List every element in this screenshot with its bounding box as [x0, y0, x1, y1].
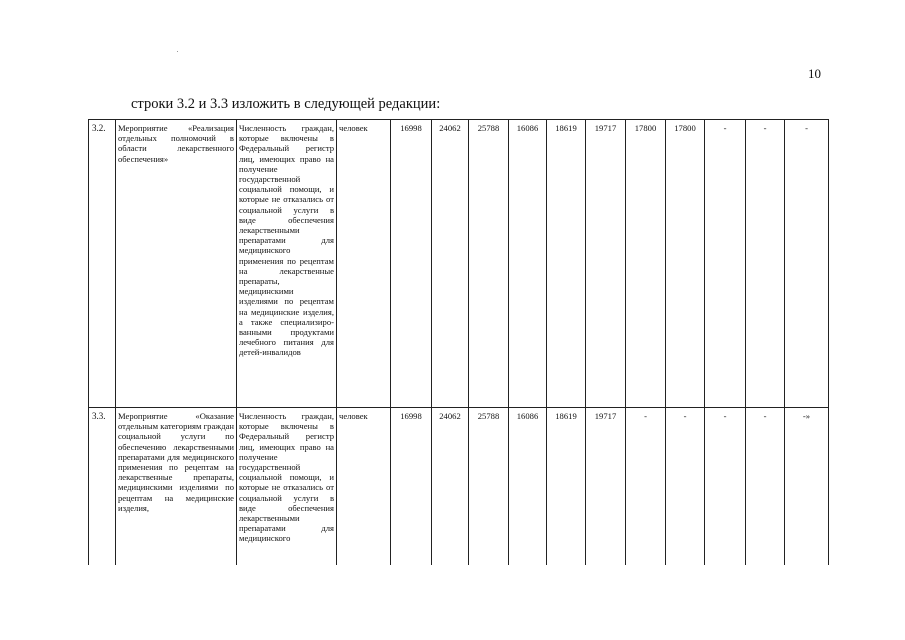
value-cell: 24062 — [432, 120, 469, 408]
table-row — [89, 120, 829, 408]
page-number: 10 — [808, 66, 821, 81]
value-cell: - — [746, 408, 785, 566]
value-cell: - — [705, 408, 746, 566]
unit: человек — [337, 408, 391, 566]
intro-text: строки 3.2 и 3.3 изложить в следующей редакции: — [131, 96, 441, 112]
event-name: Мероприятие «Реализация отдельных полномочий в области лекарственного обеспечения» — [116, 120, 237, 408]
value-cell: - — [705, 120, 746, 408]
indicator-name: Численность граждан, которые включены в Федеральный регистр лиц, имеющих право на получение государственной социальной помощи, и которые не отказались от социальной услуги в виде обеспечения лекарственными препаратами для медицинского применения по рецептам на лекарственные препараты, медицинскими изделиями по рецептам на медицинские изделия, а также специализиро-ванными продуктами лечебного питания для детей-инвалидов — [237, 120, 337, 408]
value-cell: 17800 — [626, 120, 666, 408]
indicator-name: Численность граждан, которые включены в Федеральный регистр лиц, имеющих право на получение государственной социальной помощи, и которые не отказались от социальной услуги в виде обеспечения лекарственными препаратами для медицинского — [237, 408, 337, 566]
value-cell: 19717 — [586, 408, 626, 566]
value-cell: 18619 — [547, 120, 586, 408]
value-cell: - — [626, 408, 666, 566]
event-name: Мероприятие «Оказание отдельным категориям граждан социальной услуги по обеспечению лекарственными препаратами для медицинского применения по рецептам на лекарственные препараты, медицинскими изделиями по рецептам на медицинские изделия, — [116, 408, 237, 566]
value-cell: 16086 — [509, 120, 547, 408]
value-cell: -» — [785, 408, 829, 566]
value-cell: 16998 — [391, 120, 432, 408]
row-number: 3.2. — [89, 120, 116, 408]
value-cell: - — [785, 120, 829, 408]
value-cell: - — [746, 120, 785, 408]
value-cell: 17800 — [666, 120, 705, 408]
value-cell: 25788 — [469, 408, 509, 566]
data-table — [88, 119, 829, 565]
unit: человек — [337, 120, 391, 408]
value-cell: - — [666, 408, 705, 566]
value-cell: 24062 — [432, 408, 469, 566]
value-cell: 16086 — [509, 408, 547, 566]
scan-speck — [177, 51, 178, 52]
table-row — [89, 408, 829, 566]
value-cell: 18619 — [547, 408, 586, 566]
value-cell: 19717 — [586, 120, 626, 408]
value-cell: 16998 — [391, 408, 432, 566]
value-cell: 25788 — [469, 120, 509, 408]
row-number: 3.3. — [89, 408, 116, 566]
